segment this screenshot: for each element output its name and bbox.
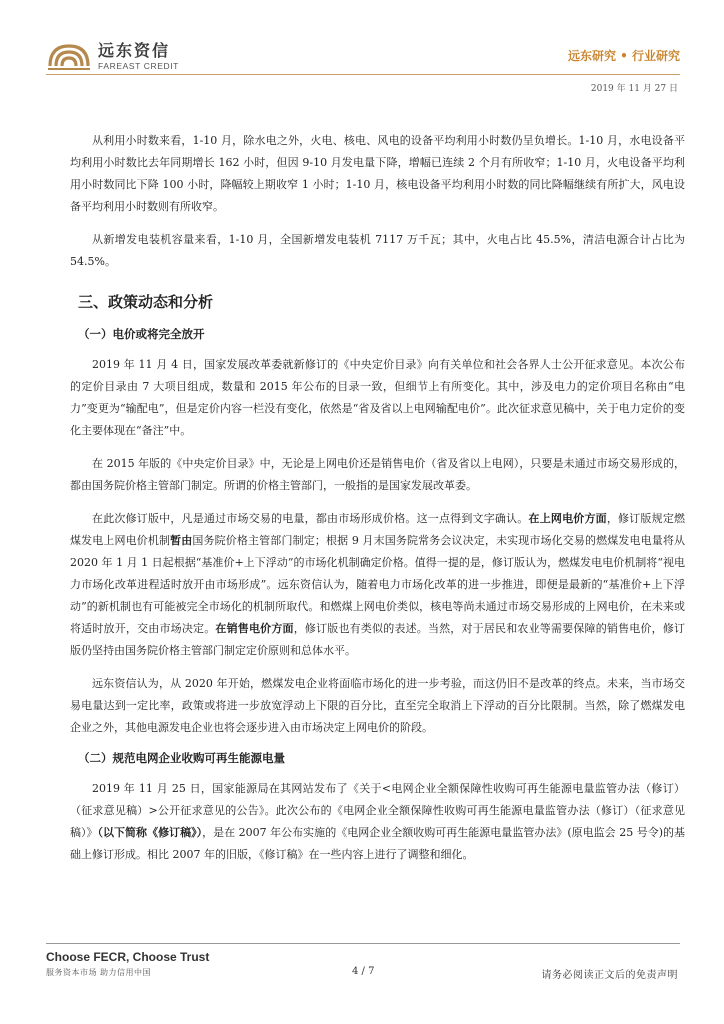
bold-text: （以下简称《修订稿》） bbox=[97, 826, 203, 839]
text-run: ，修订版也有类似的表述。当然，对于居民和农业等需要保障的销售电价，修订版仍坚持由国务院价格主管部门制定定价原则和总体水平。 bbox=[70, 622, 686, 657]
document-body bbox=[70, 130, 685, 877]
paragraph-utilization-hours: 从利用小时数来看，1-10 月，除水电之外，火电、核电、风电的设备平均利用小时数仍呈负增长。1-10 月，水电设备平均利用小时数比去年同期增长 162 小时，但因 9-10 月发电量下降，增幅已连续 2 个月有所收窄；1-10 月，火电设备平均利用小时数同比下降 100 小时，降幅较上期收窄 1 小时；1-10 月，核电设备平均利用小时数的同比降幅继续有所扩大，风电设备平均利用小时数则有所收窄。 bbox=[70, 134, 685, 213]
page-header bbox=[0, 0, 724, 100]
footer-slogan: 服务资本市场 助力信用中国 bbox=[46, 968, 152, 977]
header-divider bbox=[46, 74, 680, 75]
bold-text: 暂由 bbox=[170, 534, 193, 547]
paragraph: 2019 年 11 月 4 日，国家发展改革委就新修订的《中央定价目录》向有关单位和社会各界人士公开征求意见。本次公布的定价目录由 7 大项目组成，数量和 2015 年公布的目录一致，但细节上有所变化。其中，涉及电力的定价项目名称由“电力”变更为“输配电”，但是定价内容一栏没有变化，依然是“省及省以上电网输配电价”。此次征求意见稿中，关于电力定价的变化主要体现在“备注”中。 bbox=[70, 358, 685, 437]
text-run: 国务院价格主管部门制定；根据 9 月末国务院常务会议决定，未实现市场化交易的燃煤发电电量将从 2020 年 1 月 1 日起根据“基准价+上下浮动”的市场化机制确定价格。值得一提的是，修订版认为，燃煤发电电价机制将“视电力市场化改革进程适时放开由市场形成”。远东资信认为，随着电力市场化改革的进一步推进，即便是最新的“基准价+上下浮动”的新机制也有可能被完全市场化的机制所取代。和燃煤上网电价类似，核电等尚未通过市场交易形成的上网电价，在未来或将适时放开，交由市场决定。 bbox=[70, 534, 686, 635]
fareast-logo-icon bbox=[46, 40, 92, 74]
brand-logo bbox=[46, 40, 179, 74]
section-title: 三、政策动态和分析 bbox=[78, 293, 214, 311]
paragraph bbox=[70, 508, 685, 662]
paragraph: 远东资信认为，从 2020 年开始，燃煤发电企业将面临市场化的进一步考验，而这仍旧不是改革的终点。未来，当市场交易电量达到一定比率，政策或将进一步放宽浮动上下限的百分比，直至完全取消上下浮动的百分比限制。当然，除了燃煤发电企业之外，其他电源发电企业也将会逐步进入由市场决定上网电价的阶段。 bbox=[70, 677, 685, 734]
text-run: ，是在 2007 年公布实施的《电网企业全额收购可再生能源电量监管办法》(原电监会 25 号令)的基础上修订形成。相比 2007 年的旧版，《修订稿》在一些内容上进行了调整和细化。 bbox=[70, 826, 686, 861]
bold-text: 在上网电价方面 bbox=[528, 512, 607, 525]
brand-name-cn: 远东资信 bbox=[98, 41, 171, 60]
bold-text: 在销售电价方面 bbox=[215, 622, 294, 635]
text-run: 2019 年 11 月 25 日，国家能源局在其网站发布了《关于<电网企业全额保障性收购可再生能源电量监管办法（修订）（征求意见稿）>公开征求意见的公告》。此次公布的《电网企业全额保障性收购可再生能源电量监管办法（修订）（征求意见稿）》 bbox=[70, 782, 685, 839]
report-date: 2019 年 11 月 27 日 bbox=[590, 84, 678, 94]
footer-brand: Choose FECR, Choose Trust bbox=[46, 950, 210, 964]
subsection-title: （一）电价或将完全放开 bbox=[78, 327, 205, 341]
text-run: ，修订版规定燃煤发电上网电价机制 bbox=[70, 512, 686, 547]
brand-name-en: FAREAST CREDIT bbox=[98, 61, 179, 71]
footer-disclaimer: 请务必阅读正文后的免责声明 bbox=[541, 970, 678, 981]
text-run: 在此次修订版中，凡是通过市场交易的电量，都由市场形成价格。这一点得到文字确认。 bbox=[92, 512, 529, 525]
paragraph: 在 2015 年版的《中央定价目录》中，无论是上网电价还是销售电价（省及省以上电网），只要是未通过市场交易形成的，都由国务院价格主管部门制定。所谓的价格主管部门，一般指的是国家发展改革委。 bbox=[70, 457, 685, 492]
footer-divider bbox=[46, 943, 680, 944]
subsection-title: （二）规范电网企业收购可再生能源电量 bbox=[78, 751, 285, 765]
page-number: 4 / 7 bbox=[352, 966, 375, 977]
report-type: 远东研究 • 行业研究 bbox=[567, 49, 680, 63]
paragraph bbox=[70, 778, 685, 866]
paragraph-new-capacity: 从新增发电装机容量来看，1-10 月，全国新增发电装机 7117 万千瓦；其中，火电占比 45.5%，清洁电源合计占比为 54.5%。 bbox=[70, 233, 685, 268]
